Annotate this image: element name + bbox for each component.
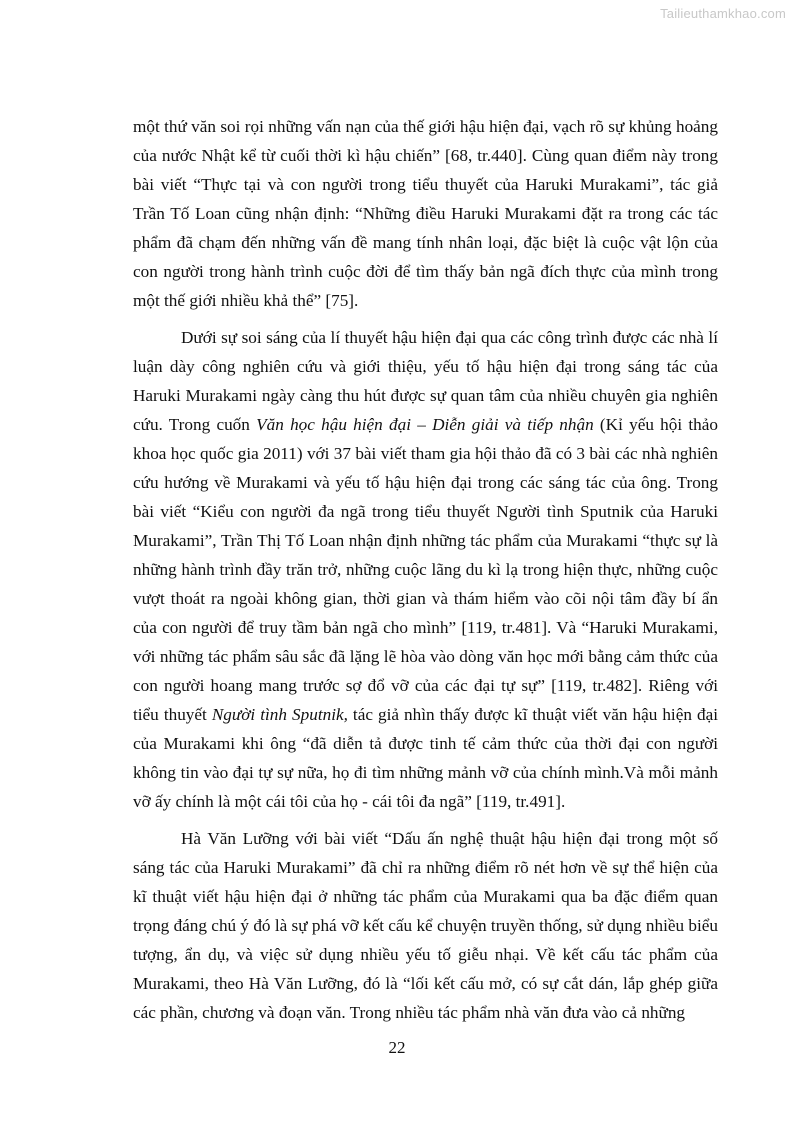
text-run: Dưới sự soi sáng của lí thuyết hậu hiện đại qua các công trình được các nhà lí luận dày công nghiên cứu và giới thiệu, yếu tố hậu hiện đại trong sáng tác của Haruki Murakami ngày càng thu hút được sự quan tâm của nhiều chuyên gia nghiên cứu. Trong cuốn xyxy=(133,328,718,434)
page-number: 22 xyxy=(388,1038,406,1057)
italic-title: Văn học hậu hiện đại – Diễn giải và tiếp nhận xyxy=(256,415,594,434)
text-run: Hà Văn Lưỡng với bài viết “Dấu ấn nghệ thuật hậu hiện đại trong một số sáng tác của Haruki Murakami” đã chỉ ra những điểm rõ nét hơn về sự thể hiện của kĩ thuật viết hậu hiện đại ở những tác phẩm của Murakami qua ba đặc điểm quan trọng đáng chú ý đó là sự phá vỡ kết cấu kể chuyện truyền thống, sử dụng nhiều biểu tượng, ẩn dụ, và việc sử dụng nhiều yếu tố giễu nhại. Về kết cấu tác phẩm của Murakami, theo Hà Văn Lưỡng, đó là “lối kết cấu mở, có sự cắt dán, lắp ghép giữa các phần, chương và đoạn văn. Trong nhiều tác phẩm nhà văn đưa vào cả những xyxy=(133,829,718,1022)
paragraph-2 xyxy=(133,323,718,816)
document-body xyxy=(133,112,718,1035)
paragraph-1 xyxy=(133,112,718,315)
paragraph-3 xyxy=(133,824,718,1027)
text-run: một thứ văn soi rọi những vấn nạn của thế giới hậu hiện đại, vạch rõ sự khủng hoảng của nước Nhật kể từ cuối thời kì hậu chiến” [68, tr.440]. Cùng quan điểm này trong bài viết “Thực tại và con người trong tiểu thuyết của Haruki Murakami”, tác giả Trần Tố Loan cũng nhận định: “Những điều Haruki Murakami đặt ra trong các tác phẩm đã chạm đến những vấn đề mang tính nhân loại, đặc biệt là cuộc vật lộn của con người trong hành trình cuộc đời để tìm thấy bản ngã đích thực của mình trong một thế giới nhiều khả thể” [75]. xyxy=(133,117,718,310)
italic-title: Người tình Sputnik, xyxy=(211,705,348,724)
watermark: Tailieuthamkhao.com xyxy=(660,6,786,21)
text-run: tác giả nhìn thấy được kĩ thuật viết văn hậu hiện đại của Murakami khi ông “đã diễn tả được tinh tế cảm thức của thời đại con người không tin vào đại tự sự nữa, họ đi tìm những mảnh vỡ của chính mình.Và mỗi mảnh vỡ ấy chính là một cái tôi của họ - cái tôi đa ngã” [119, tr.491]. xyxy=(133,705,718,811)
text-run: (Kỉ yếu hội thảo khoa học quốc gia 2011) với 37 bài viết tham gia hội thảo đã có 3 bài các nhà nghiên cứu hướng về Murakami và yếu tố hậu hiện đại trong các sáng tác của ông. Trong bài viết “Kiểu con người đa ngã trong tiểu thuyết Người tình Sputnik của Haruki Murakami”, Trần Thị Tố Loan nhận định những tác phẩm của Murakami “thực sự là những hành trình đầy trăn trở, những cuộc lãng du kì lạ trong hiện thực, những cuộc vượt thoát ra ngoài không gian, thời gian và thám hiểm vào cõi nội tâm đầy bí ẩn của con người để truy tầm bản ngã cho mình” [119, tr.481]. Và “Haruki Murakami, với những tác phẩm sâu sắc đã lặng lẽ hòa vào dòng văn học mới bằng cảm thức của con người hoang mang trước sợ đổ vỡ của các đại tự sự” [119, tr.482]. Riêng với tiểu thuyết xyxy=(133,415,718,724)
